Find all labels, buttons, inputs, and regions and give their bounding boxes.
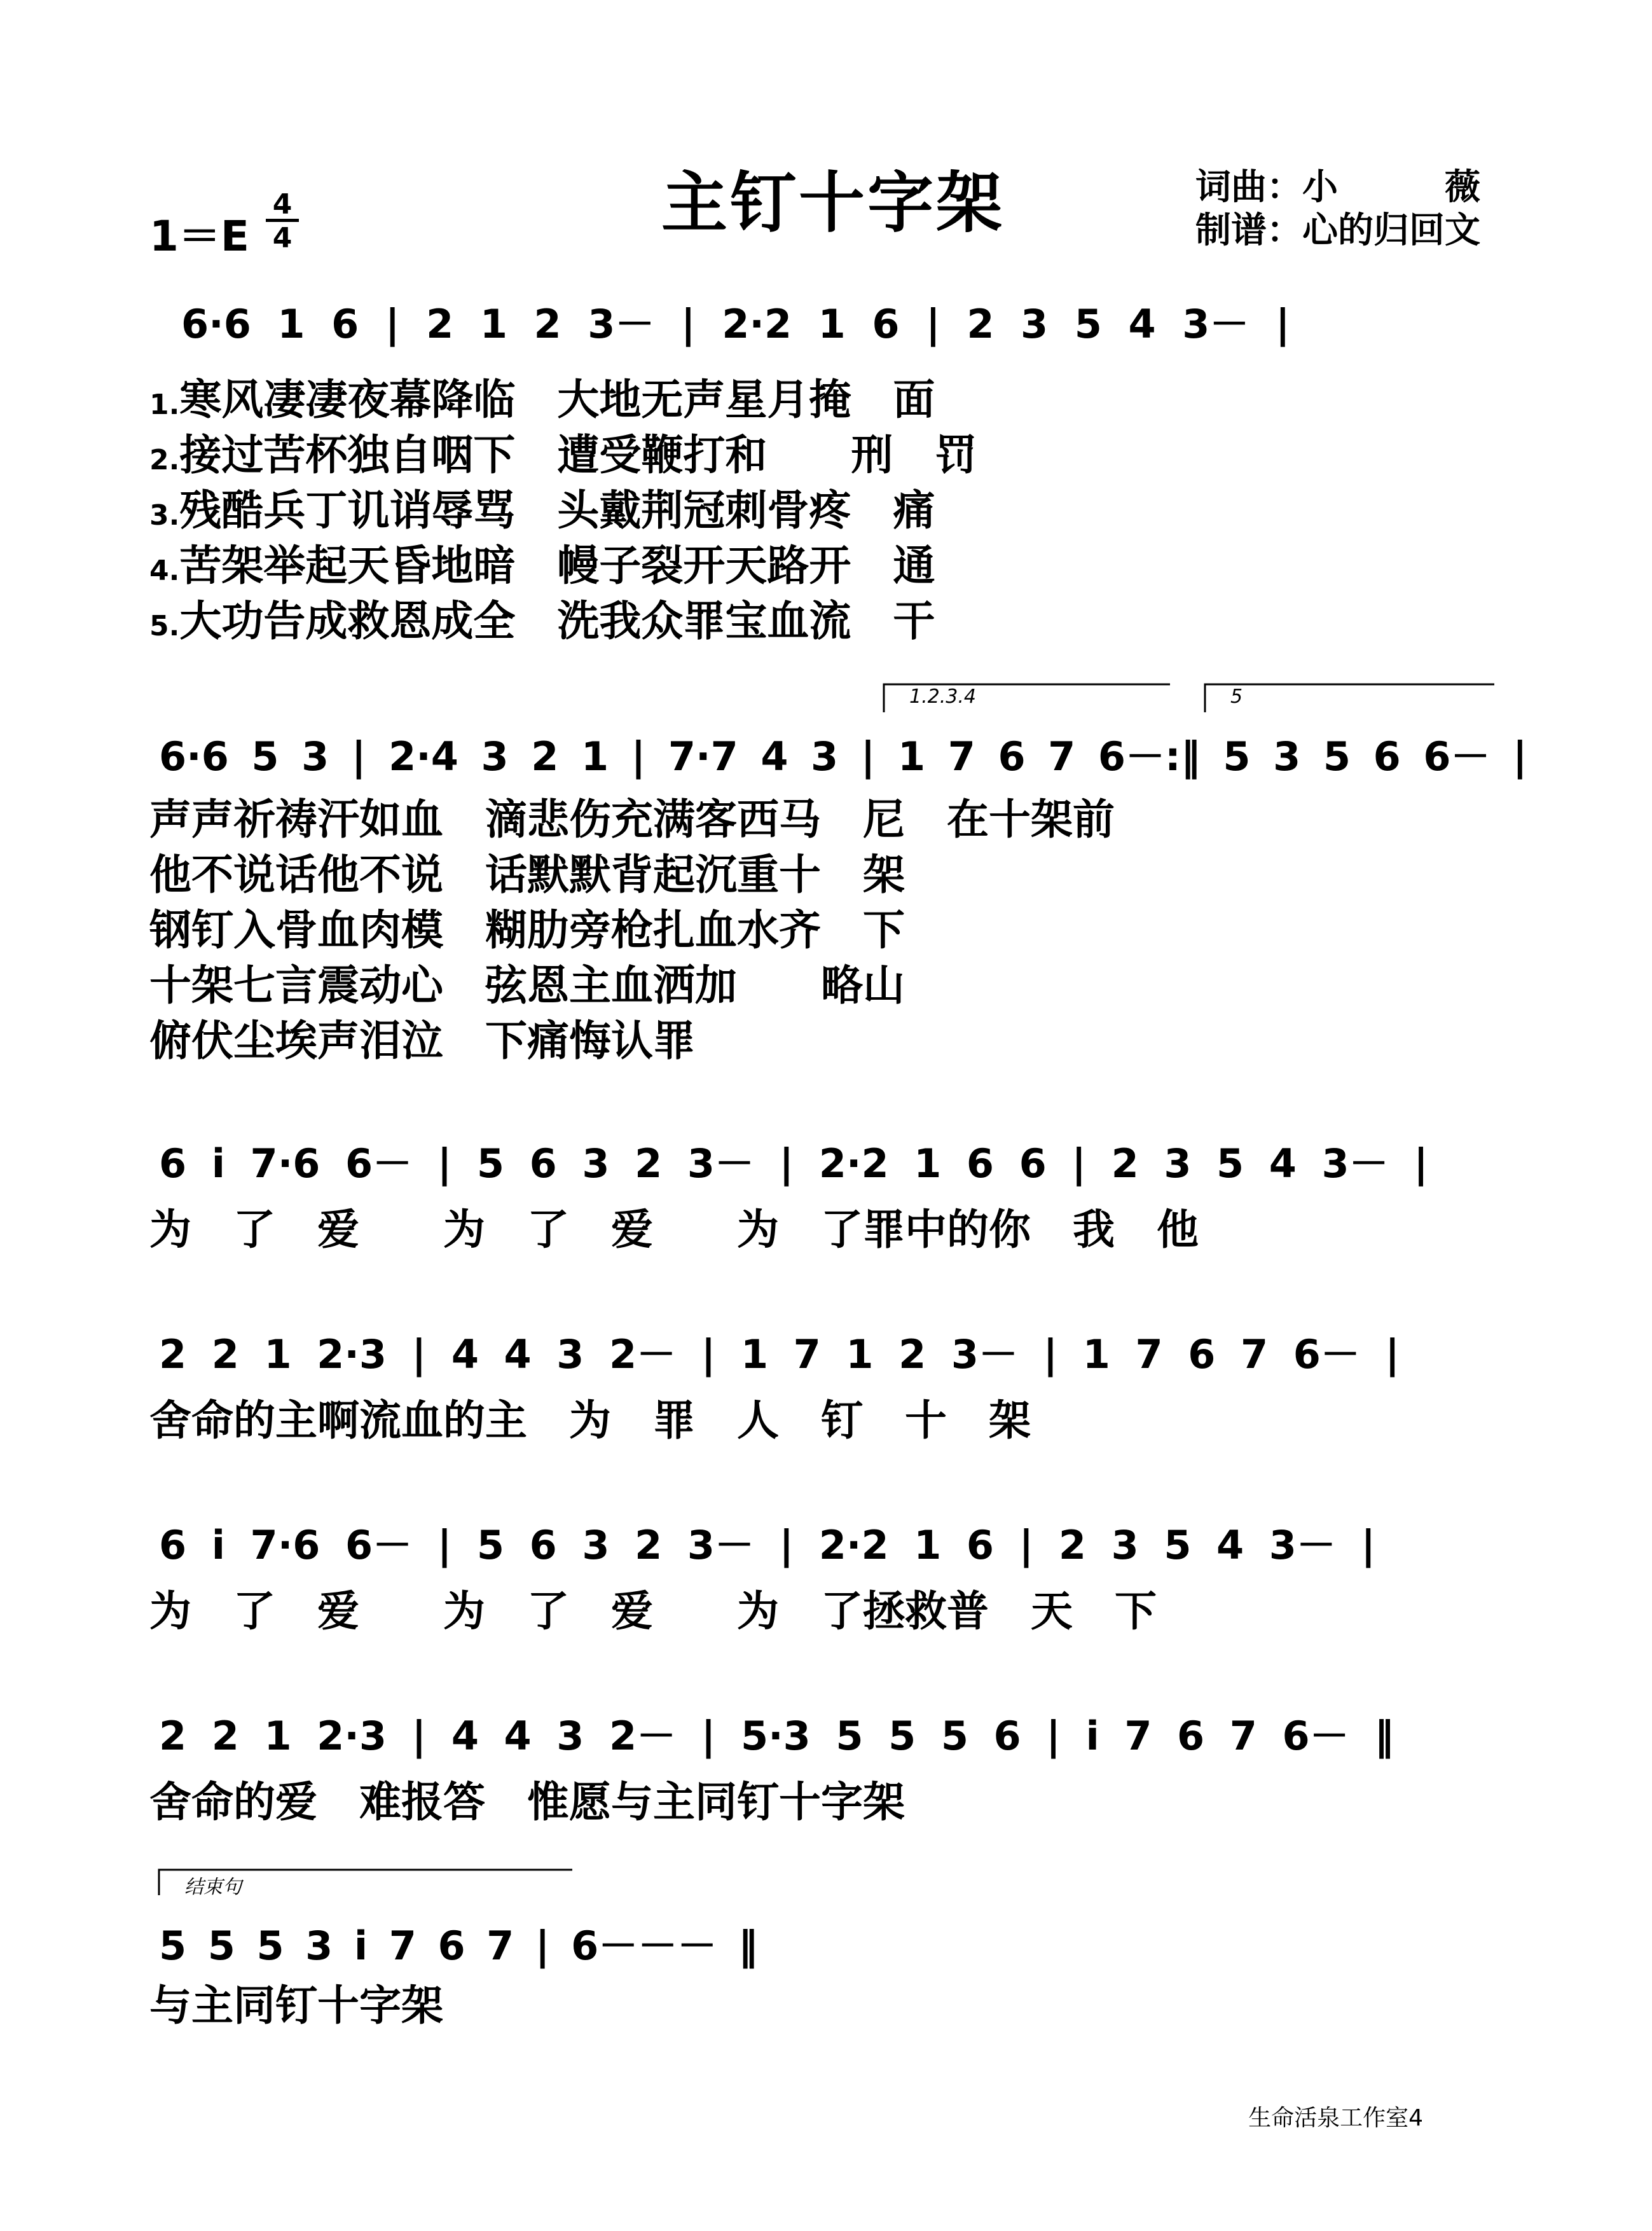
lyric-row: 4.苦架举起天昏地暗 幔子裂开天路开 通	[149, 541, 935, 590]
lyric-row: 为 了 爱 为 了 爱 为 了罪中的你 我 他	[149, 1205, 1199, 1254]
ending-bracket	[0, 1857, 1652, 1908]
lyric-row: 1.寒风凄凄夜幕降临 大地无声星月掩 面	[149, 375, 935, 424]
lyric-row: 为 了 爱 为 了 爱 为 了拯救普 天 下	[149, 1587, 1157, 1636]
time-numerator: 4	[272, 188, 293, 221]
volta-brackets	[0, 674, 1652, 725]
notation: 6·6 1 6 | 2 1 2 3－ | 2·2 1 6 | 2 3 5 4 3－ |	[181, 301, 1290, 347]
lyrics-music-credit: 词曲：小 薇	[1195, 167, 1480, 208]
arranger-credit: 制谱：心的归回文	[1195, 210, 1480, 251]
ending-label: 结束句	[184, 1876, 242, 1898]
lyric-row: 声声祈祷汗如血 滴悲伤充满客西马 尼 在十架前	[149, 795, 1115, 844]
staff-line-2	[0, 674, 1652, 1065]
staff-line-5	[0, 1501, 1652, 1641]
notation: 5 5 5 3 i 7 6 7 | 6－－－ ‖	[159, 1923, 758, 1969]
notation: 6 i 7·6 6－ | 5 6 3 2 3－ | 2·2 1 6 | 2 3 5 4 3－ |	[159, 1522, 1376, 1568]
lyric-row: 5.大功告成救恩成全 洗我众罪宝血流 干	[149, 597, 935, 646]
lyric-row: 与主同钉十字架	[149, 1981, 443, 2030]
lyric-row: 3.残酷兵丁讥诮辱骂 头戴荆冠刺骨疼 痛	[149, 486, 935, 535]
lyric-row: 他不说话他不说 话默默背起沉重十 架	[149, 850, 905, 899]
studio-footer: 生命活泉工作室4	[1248, 2105, 1423, 2131]
lyric-row: 2.接过苦杯独自咽下 遭受鞭打和 刑 罚	[149, 431, 977, 480]
notation: 2 2 1 2·3 | 4 4 3 2－ | 1 7 1 2 3－ | 1 7 6 7 6－ |	[159, 1331, 1400, 1378]
song-title: 主钉十字架	[661, 164, 1005, 242]
lyric-row: 舍命的爱 难报答 惟愿与主同钉十字架	[149, 1778, 905, 1827]
notation: 6·6 5 3 | 2·4 3 2 1 | 7·7 4 3 | 1 7 6 7 6－:‖ 5 3 5 6 6－ |	[159, 733, 1527, 780]
notation: 6 i 7·6 6－ | 5 6 3 2 3－ | 2·2 1 6 6 | 2 3 5 4 3－ |	[159, 1140, 1428, 1187]
lyric-row: 俯伏尘埃声泪泣 下痛悔认罪	[149, 1016, 695, 1065]
second-ending-label: 5	[1230, 686, 1243, 708]
first-ending-label: 1.2.3.4	[909, 686, 976, 708]
key-signature: 1＝E	[149, 212, 250, 261]
time-signature	[266, 188, 299, 254]
staff-line-4	[0, 1310, 1652, 1450]
staff-line-6	[0, 1692, 1652, 1832]
notation: 2 2 1 2·3 | 4 4 3 2－ | 5·3 5 5 5 6 | i 7 6 7 6－ ‖	[159, 1713, 1394, 1759]
lyric-row: 钢钉入骨血肉模 糊肋旁枪扎血水齐 下	[149, 906, 905, 955]
staff-line-3	[0, 1119, 1652, 1259]
lyric-row: 舍命的主啊流血的主 为 罪 人 钉 十 架	[149, 1396, 1031, 1445]
staff-line-ending	[0, 1857, 1652, 2030]
time-denominator: 4	[266, 219, 299, 252]
lyric-row: 十架七言震动心 弦恩主血洒加 略山	[149, 961, 905, 1010]
staff-line-1	[0, 280, 1652, 646]
